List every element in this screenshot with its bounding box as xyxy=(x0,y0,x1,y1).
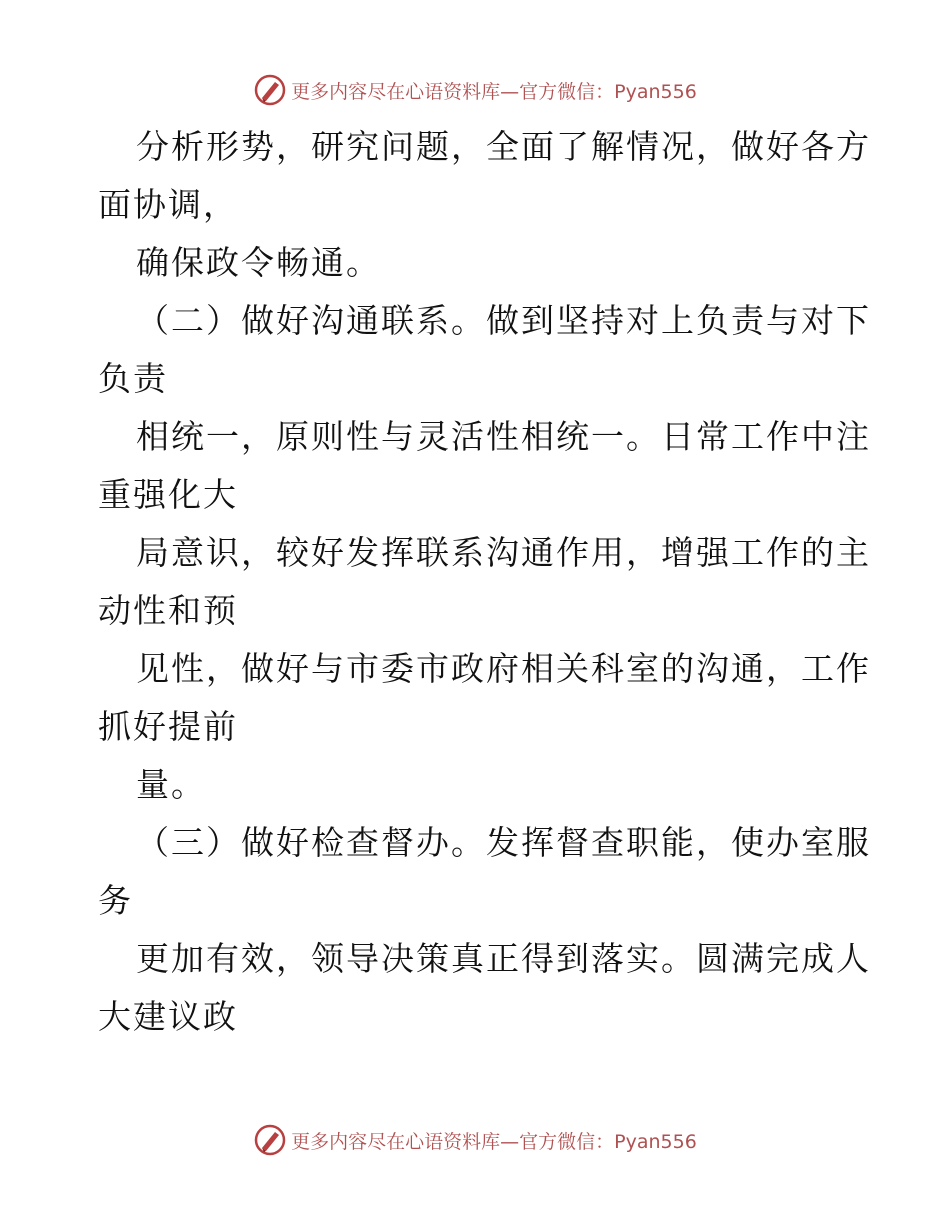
text-line: 面协调， xyxy=(98,185,238,224)
watermark-text xyxy=(291,77,697,104)
text-line: 重强化大 xyxy=(98,475,238,514)
watermark-suffix: —官方微信：Pyan556 xyxy=(500,1130,697,1153)
text-line: 确保政令畅通。 xyxy=(136,243,381,282)
footer-watermark xyxy=(0,1120,950,1160)
pen-logo-icon xyxy=(253,1123,287,1157)
text-line: （二）做好沟通联系。做到坚持对上负责与对下 xyxy=(136,301,871,340)
header-watermark xyxy=(0,70,950,110)
text-line: 务 xyxy=(98,881,133,920)
watermark-suffix: —官方微信：Pyan556 xyxy=(500,80,697,103)
text-line: 局意识，较好发挥联系沟通作用，增强工作的主 xyxy=(136,533,871,572)
pen-logo-icon xyxy=(253,73,287,107)
watermark-main: 更多内容尽在心语资料库 xyxy=(291,1130,501,1153)
watermark-main: 更多内容尽在心语资料库 xyxy=(291,80,501,103)
watermark-text xyxy=(291,1127,697,1154)
text-line: 相统一，原则性与灵活性相统一。日常工作中注 xyxy=(136,417,871,456)
text-line: 动性和预 xyxy=(98,591,238,630)
text-line: 抓好提前 xyxy=(98,707,238,746)
text-line: 量。 xyxy=(136,765,206,804)
text-line: 分析形势，研究问题，全面了解情况，做好各方 xyxy=(136,127,871,166)
text-line: 见性，做好与市委市政府相关科室的沟通，工作 xyxy=(136,649,871,688)
document-body xyxy=(98,118,871,1046)
text-line: 负责 xyxy=(98,359,168,398)
text-line: 大建议政 xyxy=(98,997,238,1036)
text-line: （三）做好检查督办。发挥督查职能，使办室服 xyxy=(136,823,871,862)
text-line: 更加有效，领导决策真正得到落实。圆满完成人 xyxy=(136,939,871,978)
